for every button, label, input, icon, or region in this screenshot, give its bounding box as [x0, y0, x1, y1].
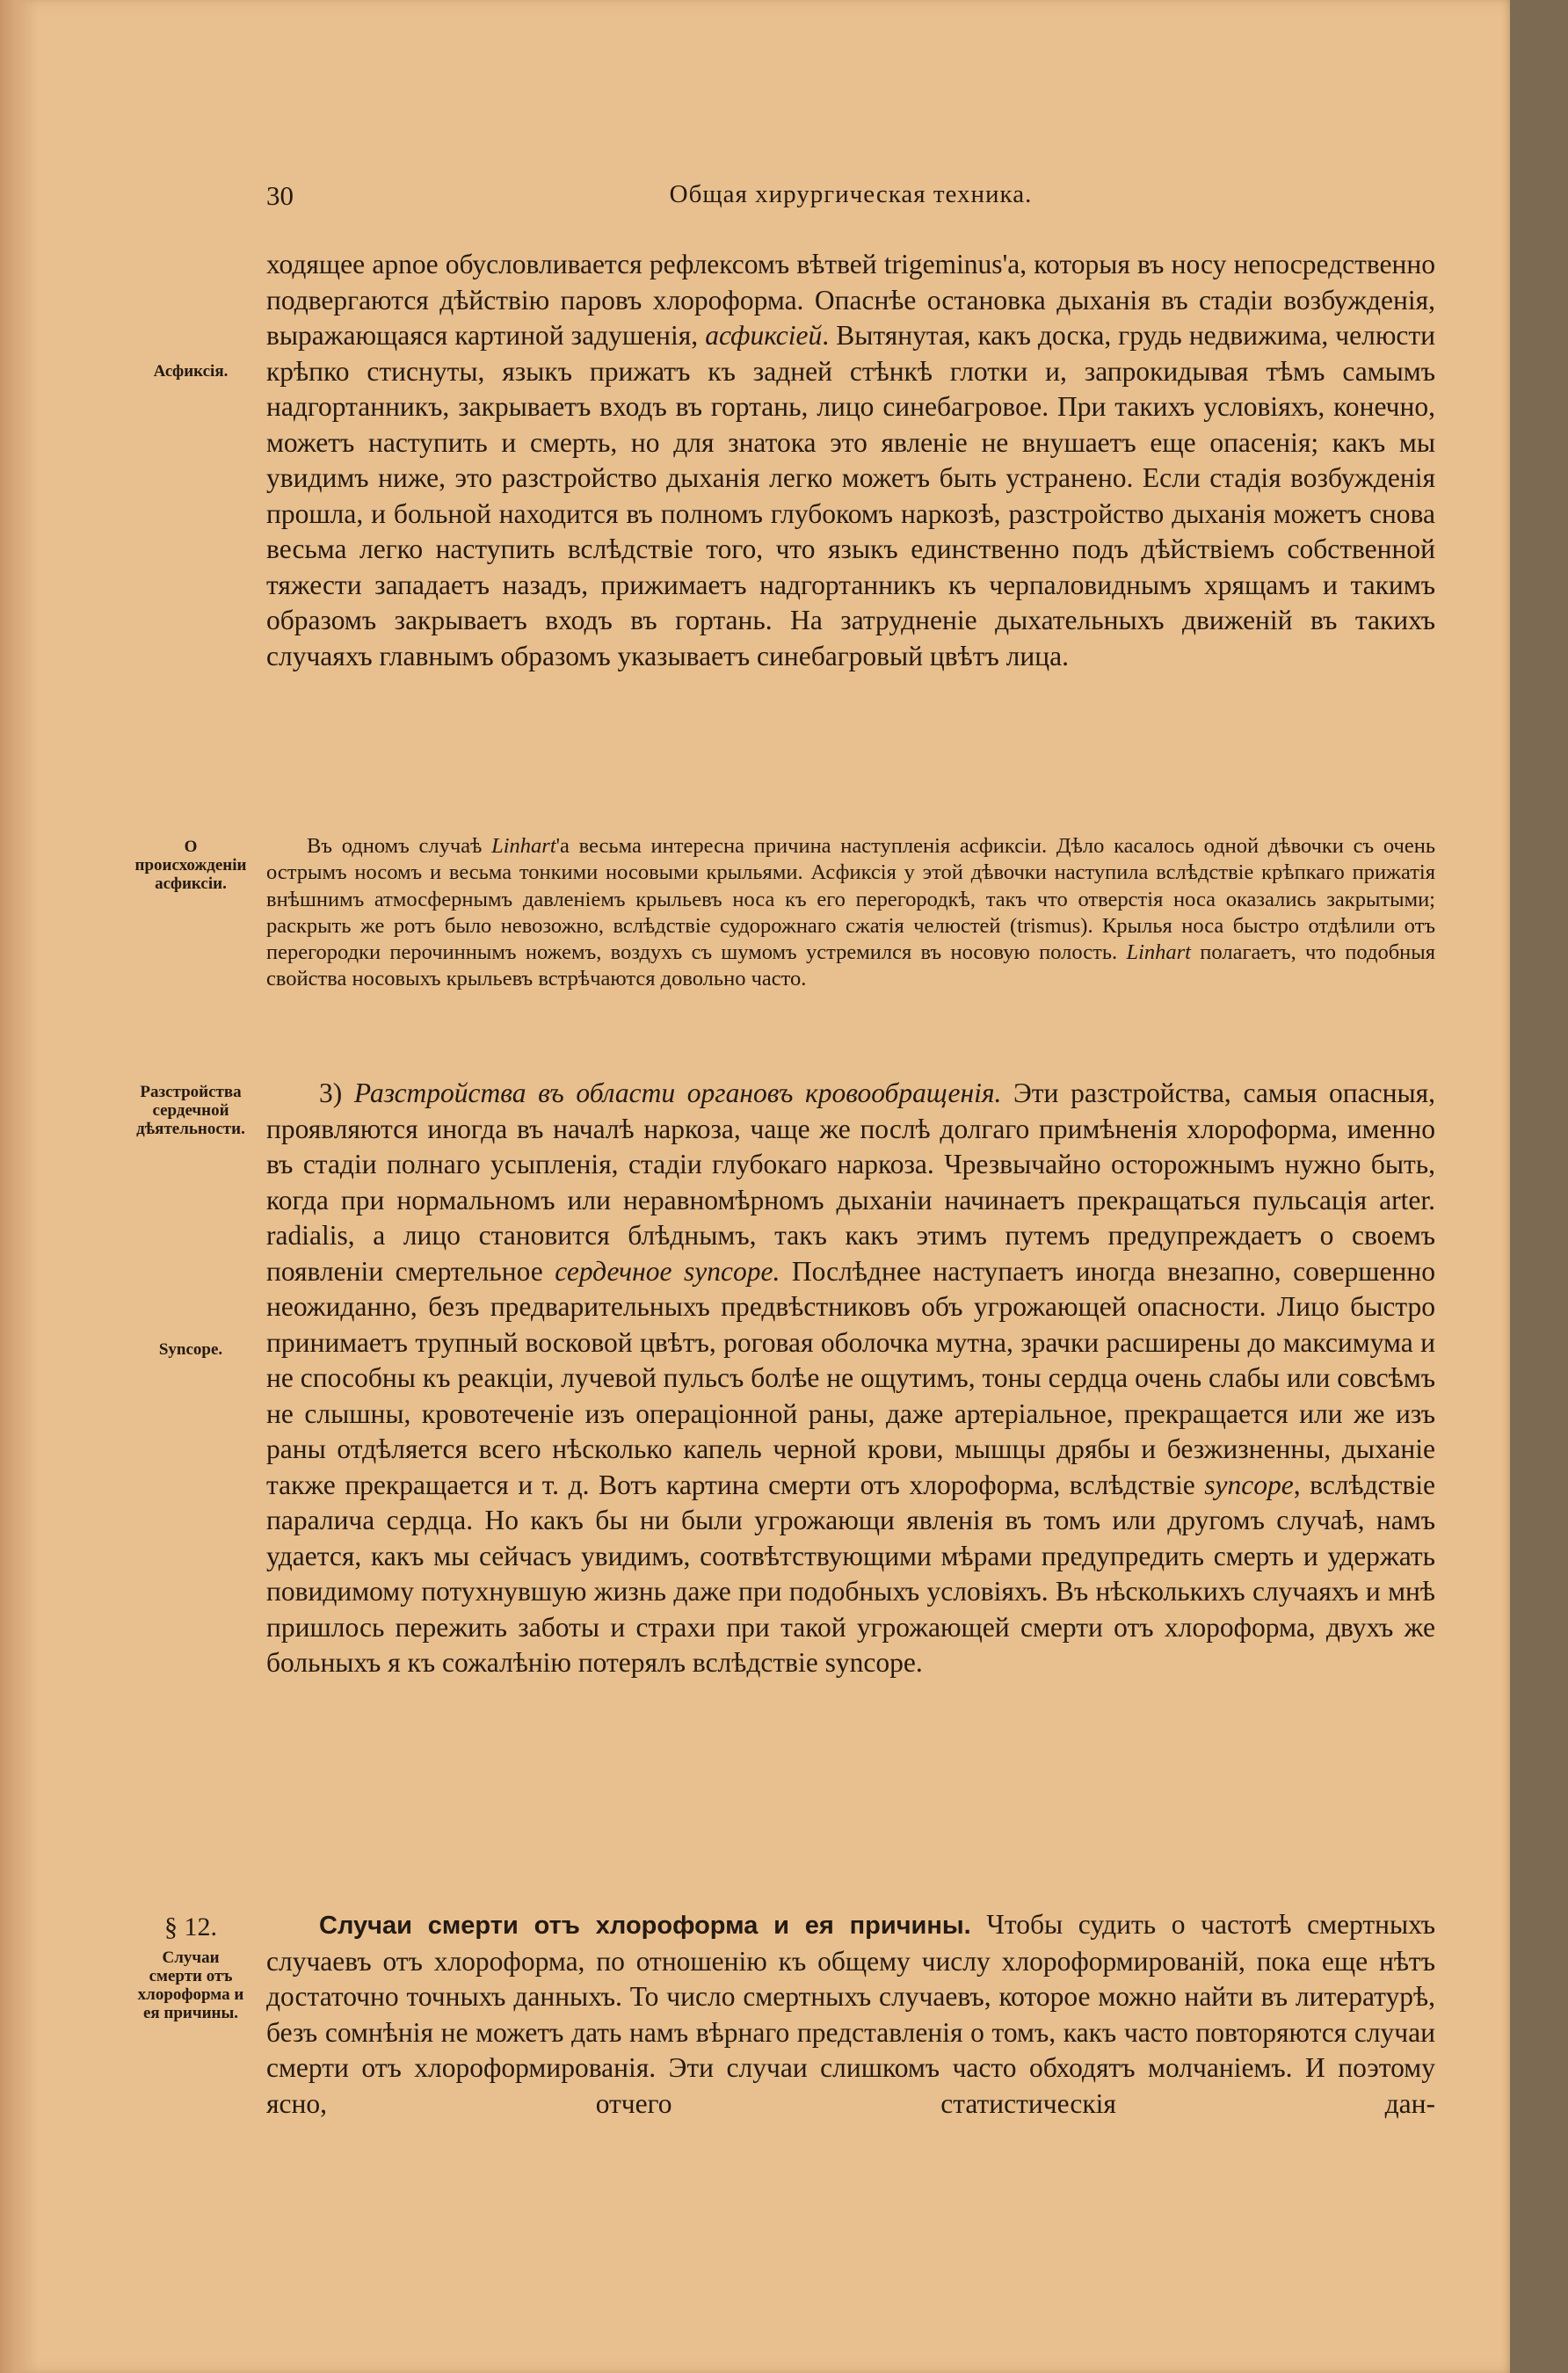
- paragraph-deaths: [266, 1907, 1435, 2122]
- margin-note-asphyxia: Асфиксія.: [153, 362, 229, 381]
- paragraph-text: Чтобы судить о частотѣ смертныхъ случаевъ отъ хлороформа, по отношенію къ общему числу хлороформированій, пока еще нѣтъ достаточно точныхъ данныхъ. То число смертныхъ случаевъ, которое можно найти въ литературѣ, безъ сомнѣнія не можетъ дать намъ вѣрнаго представленія о томъ, какъ часто повторяются случаи смерти отъ хлороформированія. Эти случаи слишкомъ часто обходятъ молчаніемъ. И поэтому ясно, отчего статистическія дан-: [266, 1909, 1436, 2119]
- paragraph-text: . Вытянутая, какъ доска, грудь недвижима, челюсти крѣпко стиснуты, языкъ прижатъ къ задней стѣнкѣ глотки и, запрокидывая тѣмъ самымъ надгортанникъ, закрываетъ входъ въ гортань, лицо синебагровое. При такихъ условіяхъ, конечно, можетъ наступить и смерть, но для знатока это явленіе не внушаетъ еще опасенія; какъ мы увидимъ ниже, это разстройство дыханія легко можетъ быть устранено. Если стадія возбужденія прошла, и больной находится въ полномъ глубокомъ наркозѣ, разстройство дыханія можетъ снова весьма легко наступить вслѣдствіе того, что языкъ единственно подъ дѣйствіемъ собственной тяжести западаетъ назадъ, прижимаетъ надгортанникъ къ черпаловиднымъ хрящамъ и такимъ образомъ закрываетъ входъ въ гортань. На затрудненіе дыхательныхъ движеній въ такихъ случаяхъ главнымъ образомъ указываетъ синебагровый цвѣтъ лица.: [266, 320, 1435, 671]
- paragraph-text: Эти разстройства, самыя опасныя, проявляются иногда въ началѣ наркоза, чаще же послѣ долгаго примѣненія хлороформа, именно въ стадіи полнаго усыпленія, стадіи глубокаго наркоза. Чрезвычайно осторожнымъ нужно быть, когда при нормальномъ или неравномѣрномъ дыханіи начинаетъ прекращаться пульсація arter. radialis, а лицо становится блѣднымъ, такъ какъ этимъ путемъ предупреждаетъ о своемъ появленіи смертельное: [266, 1078, 1435, 1287]
- list-number: 3): [319, 1078, 354, 1108]
- margin-note-cardiac-disorders: Разстройства сердечной дѣятельности.: [136, 1083, 245, 1138]
- paragraph-asphyxia: [266, 247, 1435, 674]
- paragraph-text: , вслѣдствіе паралича сердца. Но какъ бы ни были угрожающи явленія въ томъ или другомъ случаѣ, намъ удается, какъ мы сейчасъ увидимъ, соотвѣтствующими мѣрами предупредить смерть и удержать повидимому потухнувшую жизнь даже при подобныхъ условіяхъ. Въ нѣсколькихъ случаяхъ и мнѣ пришлось пережить заботы и страхи при такой угрожающей смерти отъ хлороформа, двухъ же больныхъ я къ сожалѣнію потерялъ вслѣдствіе syncope.: [266, 1469, 1436, 1678]
- paragraph-circulation: [266, 1076, 1435, 1681]
- paragraph-text: 'а весьма интересна причина наступленія асфиксіи. Дѣло касалось одной дѣвочки съ очень острымъ носомъ и весьма тонкими носовыми крыльями. Асфиксія у этой дѣвочки наступила вслѣдствіе крѣпкаго прижатія внѣшнимъ атмосфернымъ давленіемъ крыльевъ носа къ его перегородкѣ, такъ что отверстія носа оказались закрытыми; раскрыть же ротъ было невозожно, вслѣдствіе судорожнаго сжатія челюстей (trismus). Крылья носа быстро отдѣлили отъ перегородки перочиннымъ ножемъ, воздухъ съ шумомъ устремился въ носовую полость.: [266, 834, 1436, 965]
- paragraph-linhart-case: [266, 833, 1435, 993]
- paragraph-text: Въ одномъ случаѣ: [307, 834, 492, 858]
- paragraph-text: ходящее apnoe обусловливается рефлексомъ вѣтвей trigeminus'а, которыя въ носу непосредственно подвергаются дѣйствію паровъ хлороформа. Опаснѣе остановка дыханія въ стадіи возбужденія, выражающаяся картиной задушенія,: [266, 249, 1435, 351]
- margin-note-syncope: Syncope.: [158, 1340, 223, 1359]
- italic-term: асфиксіей: [705, 320, 823, 351]
- author-name: Linhart: [491, 834, 556, 858]
- italic-heading: Разстройства въ области органовъ кровообращенія.: [353, 1078, 1002, 1108]
- paragraph-text: Послѣднее наступаетъ иногда внезапно, совершенно неожиданно, безъ предварительныхъ предвѣстниковъ объ угрожающей опасности. Лицо быстро принимаетъ трупный восковой цвѣтъ, роговая оболочка мутна, зрачки расширены до максимума и не способны къ реакціи, лучевой пульсъ болѣе не ощутимъ, тоны сердца очень слабы или совсѣмъ не слышны, кровотеченіе изъ операціонной раны, даже артеріальное, прекращается или же изъ раны отдѣляется всего нѣсколько капель черной крови, мышцы дрябы и безжизненны, дыханіе также прекращается и т. д. Вотъ картина смерти отъ хлороформа, вслѣдствіе: [266, 1255, 1435, 1500]
- author-name: Linhart: [1126, 940, 1191, 965]
- page-header: [266, 180, 1435, 219]
- margin-note-section-12: [134, 1912, 248, 2022]
- page-spine-shadow: [0, 0, 39, 2373]
- italic-term: сердечное syncope.: [555, 1255, 780, 1287]
- section-number: § 12.: [164, 1912, 217, 1941]
- running-title: Общая хирургическая техника.: [669, 180, 1033, 208]
- margin-note-deaths: Случаи смерти отъ хлороформа и ея причины.: [137, 1948, 244, 2022]
- italic-term: syncope: [1204, 1469, 1294, 1500]
- page-number: 30: [266, 180, 294, 211]
- section-heading: Случаи смерти отъ хлороформа и ея причины.: [319, 1912, 971, 1940]
- margin-note-origin-asphyxia: О происхожденіи асфиксіи.: [134, 838, 247, 893]
- paragraph-text: полагаетъ, что подобныя свойства носовыхъ крыльевъ встрѣчаются довольно часто.: [266, 940, 1435, 991]
